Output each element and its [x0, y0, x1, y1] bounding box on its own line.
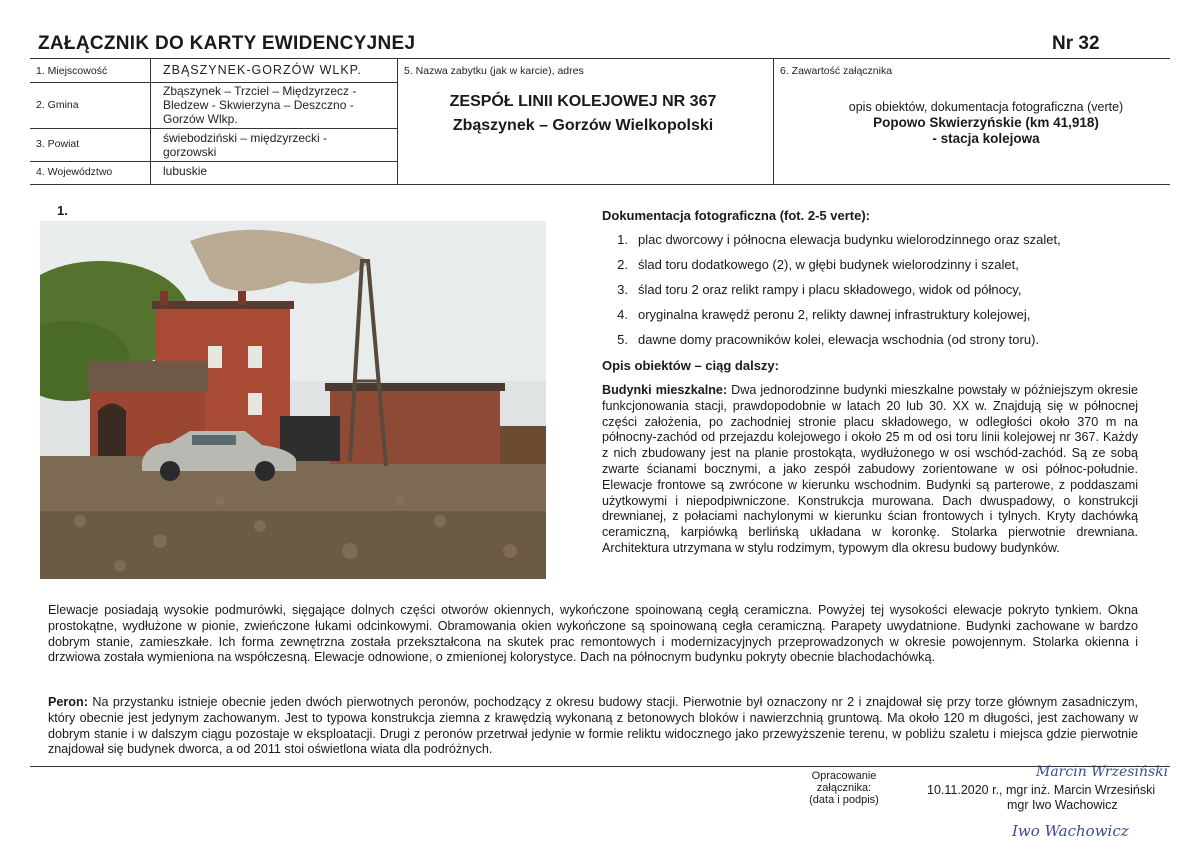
column-divider-1 — [150, 58, 151, 184]
documentation-list — [602, 232, 1061, 357]
budynki-label: Budynki mieszkalne: — [602, 383, 728, 397]
nazwa-label: 5. Nazwa zabytku (jak w karcie), adres — [404, 65, 584, 77]
monument-address: Zbąszynek – Gorzów Wielkopolski — [452, 117, 714, 134]
wojewodztwo-value: lubuskie — [163, 164, 208, 178]
row-divider-3 — [30, 161, 397, 162]
station-photo — [40, 221, 546, 579]
miejscowosc-label: 1. Miejscowość — [36, 65, 108, 77]
row-divider-2 — [30, 128, 397, 129]
photo-number: 1. — [57, 203, 68, 218]
list-item: 3. ślad toru 2 oraz relikt rampy i placu składowego, widok od północy, — [617, 282, 1022, 297]
zawartosc-type: - stacja kolejowa — [932, 131, 1040, 146]
wojewodztwo-label: 4. Województwo — [36, 166, 113, 178]
zawartosc-description: opis obiektów, dokumentacja fotograficzna (verte) — [848, 100, 1124, 114]
gmina-value-line-2: Bledzew - Skwierzyna – Deszczno - — [163, 98, 354, 112]
table-bottom-border — [30, 184, 1170, 185]
list-item: 1. plac dworcowy i północna elewacja budynku wielorodzinnego oraz szalet, — [617, 232, 1061, 247]
peron-label: Peron: — [48, 695, 88, 709]
column-divider-3 — [773, 58, 774, 184]
budynki-paragraph — [602, 383, 1138, 557]
footer-author-2: mgr Iwo Wachowicz — [1007, 798, 1118, 812]
signature-2: Iwo Wachowicz — [1012, 822, 1129, 840]
miejscowosc-value: ZBĄSZYNEK-GORZÓW WLKP. — [163, 63, 362, 77]
table-top-border — [30, 58, 1170, 59]
list-item: 4. oryginalna krawędź peronu 2, relikty dawnej infrastruktury kolejowej, — [617, 307, 1031, 322]
footer-date-author: 10.11.2020 r., mgr inż. Marcin Wrzesiński — [927, 783, 1156, 797]
budynki-text: Dwa jednorodzinne budynki mieszkalne powstały w późniejszym okresie funkcjonowania stacji, prawdopodobnie w latach 20 lub 30. XX w. Znajdują się w północnej części założenia, po zachodniej stronie placu składowego, w odległości około 370 m na północny-zachód od przejazdu kolejowego i około 25 m od osi toru linii kolejowej nr 367. Każdy z nich zbudowany jest na planie prostokąta, wydłużonego w osi wschód-zachód. Są ze sobą zwarte ścianami bocznymi, a jako zespół zabudowy zorientowane w osi północ-południe. Elewacje frontowe są zwrócone w kierunku wschodnim. Budynki są parterowe, z poddaszami użytkowymi i niepodpiwniczone. Konstrukcja murowana. Dach dwuspadowy, o konstrukcji drewnianej, z połaciami nachylonymi w kierunku ścian frontowych i tylnych. Kryty dachówką ceramiczną, karpiówką berlińską układana w koronkę. Stolarka pierwotnie drewniana. Architektura utrzymana w stylu rodzimym, typowym dla okresu budowy budynków. — [602, 383, 1138, 555]
zawartosc-location: Popowo Skwierzyńskie (km 41,918) — [873, 115, 1099, 130]
peron-paragraph — [48, 695, 1138, 758]
powiat-label: 3. Powiat — [36, 138, 80, 150]
documentation-title: Dokumentacja fotograficzna (fot. 2-5 verte): — [602, 208, 870, 223]
footer-label: Opracowanie załącznika: (data i podpis) — [809, 770, 879, 806]
powiat-value-line-2: gorzowski — [163, 145, 217, 159]
list-item: 2. ślad toru dodatkowego (2), w głębi budynek wielorodzinny i szalet, — [617, 257, 1019, 272]
zawartosc-label: 6. Zawartość załącznika — [780, 65, 893, 77]
document-number: Nr 32 — [1052, 33, 1100, 54]
gmina-value-line-1: Zbąszynek – Trzciel – Międzyrzecz - — [163, 84, 357, 98]
document-title: ZAŁĄCZNIK DO KARTY EWIDENCYJNEJ — [38, 33, 416, 54]
description-title: Opis obiektów – ciąg dalszy: — [602, 358, 779, 373]
monument-name: ZESPÓŁ LINII KOLEJOWEJ NR 367 — [449, 93, 717, 110]
list-item: 5. dawne domy pracowników kolei, elewacja wschodnia (od strony toru). — [617, 332, 1040, 347]
powiat-value-line-1: świebodziński – międzyrzecki - — [163, 131, 328, 145]
gmina-value-line-3: Gorzów Wlkp. — [163, 112, 238, 126]
gmina-label: 2. Gmina — [36, 99, 79, 111]
signature-1: Marcin Wrzesiński — [1036, 764, 1169, 780]
peron-text: Na przystanku istnieje obecnie jeden dwóch pierwotnych peronów, pochodzący z okresu budowy stacji. Pierwotnie był oznaczony nr 2 i znajdował się przy torze głównym zasadniczym, który obecnie jest jedynym zachowanym. Jest to typowa konstrukcja ziemna z krawędzią wykonaną z betonowych bloków i nawierzchnią gruntową. Ma około 120 m długości, jest zachowany w dobrym stanie i w dalszym ciągu pozostaje w eksploatacji. Drugi z peronów przetrwał jedynie w formie reliktu widocznego jako przewyższenie terenu, w pobliżu szaletu i miejsca gdzie pierwotnie znajdował się budynek dworca, a od 2011 stoi oświetlona wiata dla podróżnych. — [48, 695, 1139, 757]
footer-divider — [30, 766, 1170, 767]
elewacje-paragraph: Elewacje posiadają wysokie podmurówki, sięgające dolnych części otworów okiennych, wykończone spoinowaną cegłą ceramiczna. Powyżej tej wysokości elewacje pokryto tynkiem. Okna prostokątne, wydłużone w pionie, zwieńczone łukami odcinkowymi. Obramowania okien wykończone są spoinowaną cegła ceramiczną. Parapety uwydatnione. Budynki zachowane w bardzo dobrym stanie, zamieszkałe. Ich forma zewnętrzna została przekształcona na skutek prac remontowych i modernizacyjnych przeprowadzonych w okresie powojennym. Stolarka okienna i drzwiowa została wymieniona na współczesną. Elewacje odnowione, o zmienionej kolorystyce. Dach na północnym budynku pokryty obecnie blachodachówką. — [48, 603, 1138, 665]
row-divider-1 — [30, 82, 397, 83]
